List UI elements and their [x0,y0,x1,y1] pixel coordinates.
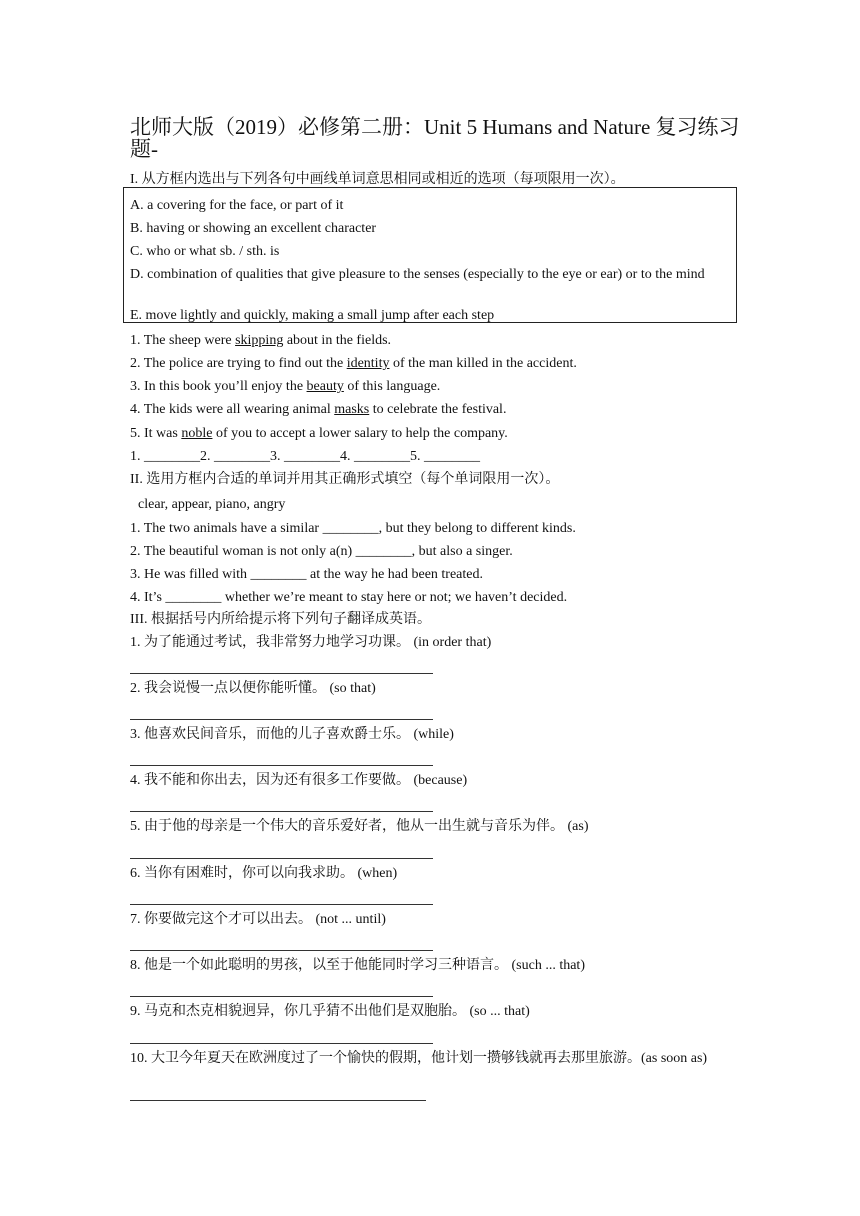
translation-item-2: 2. 我会说慢一点以便你能听懂。 (so that) [130,681,376,696]
translation-item-9: 9. 马克和杰克相貌迥异，你几乎猜不出他们是双胞胎。 (so ... that) [130,1004,530,1019]
answer-line [130,996,433,997]
option-c: C. who or what sb. / sth. is [130,244,280,259]
underlined-word: noble [181,426,213,441]
option-a: A. a covering for the face, or part of it [130,198,344,213]
answer-line [130,765,433,766]
answer-line [130,1043,433,1044]
section3-heading: III. 根据括号内所给提示将下列句子翻译成英语。 [130,612,431,627]
word-bank: clear, appear, piano, angry [138,497,286,512]
translation-item-8: 8. 他是一个如此聪明的男孩，以至于他能同时学习三种语言。 (such ... that) [130,958,585,973]
underlined-word: beauty [306,379,344,394]
underlined-word: identity [346,356,390,371]
answer-line [130,1100,426,1101]
answer-line [130,719,433,720]
translation-item-1: 1. 为了能通过考试，我非常努力地学习功课。 (in order that) [130,635,492,650]
sentence-5: 5. It was noble of you to accept a lower salary to help the company. [130,426,508,441]
fill-sentence-4: 4. It’s ________ whether we’re meant to stay here or not; we haven’t decided. [130,590,568,605]
answer-line [130,950,433,951]
document-title: 北师大版（2019）必修第二册：Unit 5 Humans and Nature 复习练习题- [130,115,740,161]
option-b: B. having or showing an excellent character [130,221,377,236]
option-d: D. combination of qualities that give pleasure to the senses (especially to the eye or ear) or to the mind [130,267,705,282]
sentence-1: 1. The sheep were skipping about in the fields. [130,333,392,348]
answer-line [130,673,433,674]
section1-heading: I. 从方框内选出与下列各句中画线单词意思相同或相近的选项（每项限用一次）。 [130,172,625,187]
answer-blanks: 1. ________2. ________3. ________4. ________5. ________ [130,449,480,464]
translation-item-6: 6. 当你有困难时，你可以向我求助。 (when) [130,866,398,881]
translation-item-5: 5. 由于他的母亲是一个伟大的音乐爱好者，他从一出生就与音乐为伴。 (as) [130,819,589,834]
fill-sentence-2: 2. The beautiful woman is not only a(n) ________, but also a singer. [130,544,513,559]
option-e: E. move lightly and quickly, making a small jump after each step [130,308,495,323]
sentence-2: 2. The police are trying to find out the identity of the man killed in the accident. [130,356,577,371]
translation-item-4: 4. 我不能和你出去，因为还有很多工作要做。 (because) [130,773,468,788]
underlined-word: skipping [235,333,284,348]
sentence-4: 4. The kids were all wearing animal masks to celebrate the festival. [130,402,507,417]
fill-sentence-3: 3. He was filled with ________ at the way he had been treated. [130,567,484,582]
fill-sentence-1: 1. The two animals have a similar ________, but they belong to different kinds. [130,521,576,536]
translation-item-10: 10. 大卫今年夏天在欧洲度过了一个愉快的假期，他计划一攒够钱就再去那里旅游。(as soon as) [130,1051,708,1066]
answer-line [130,811,433,812]
translation-item-7: 7. 你要做完这个才可以出去。 (not ... until) [130,912,386,927]
sentence-3: 3. In this book you’ll enjoy the beauty of this language. [130,379,441,394]
answer-line [130,904,433,905]
underlined-word: masks [334,402,370,417]
translation-item-3: 3. 他喜欢民间音乐，而他的儿子喜欢爵士乐。 (while) [130,727,454,742]
answer-line [130,858,433,859]
section2-heading: II. 选用方框内合适的单词并用其正确形式填空（每个单词限用一次）。 [130,472,560,487]
